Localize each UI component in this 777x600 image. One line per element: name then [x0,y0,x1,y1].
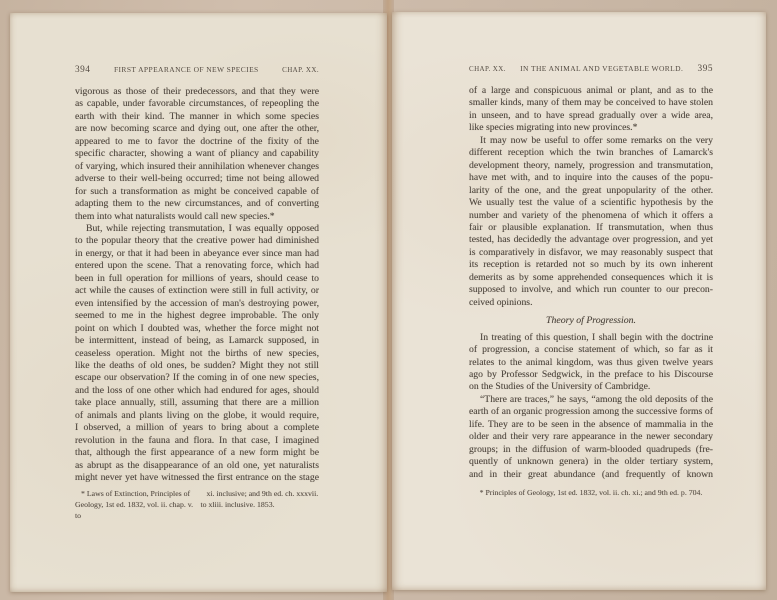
paragraph [469,394,713,481]
text-line: on the Studies of the University of Cambridge. [469,381,651,393]
text-line: In treating of this question, I shall begin with the doctrine [480,331,713,343]
text-line: escape our observation? If the coming in of one new species, [75,372,319,384]
text-line: are now becoming scarce and dying out, one after the other, [75,123,319,135]
text-line: larity of the one, and the great unpopularity of the other. [469,184,713,196]
text-line: like species migrating into new provinces.* [469,122,638,134]
text-line: number and variety of the phenomena of which it offers a [469,209,713,221]
text-line: have met with, and to inquire into the causes of the popu- [469,172,713,184]
paragraph [75,223,319,485]
text-line: act while the causes of extinction were still in full activity, or [75,285,319,297]
text-line: ceaseless operation. Might not the births of new species, [75,347,319,359]
left-footnote-col2 [200,488,321,522]
left-page-body [75,86,319,485]
text-line: “There are traces,” he says, “among the old deposits of the [480,393,713,405]
text-line: point on which I doubted was, whether the force might not [75,322,319,334]
text-line: of progression, a concise statement of which, so far as it [469,344,713,356]
text-line: tested, has decidedly the advantage over progression, and yet [469,234,713,246]
text-line: earth with their kind. The manner in which some species [75,110,319,122]
text-line: of a large and conspicuous animal or plant, and as to the [469,85,713,96]
footnote-line: xi. inclusive; and 9th ed. ch. xxxvii. [206,488,319,498]
footnote-line: * Laws of Extinction, Principles of [81,488,191,498]
text-line: of varying, which insured their annihilation whenever changes [75,160,319,172]
text-line: as abrupt as the disappearance of an old one, yet naturalists [75,459,319,471]
footnote-line: to xliii. inclusive. 1853. [200,499,275,509]
text-line: development theory, namely, progression and transmutation, [469,159,713,171]
left-page-footnote [75,488,321,522]
text-line: is comparatively in disfavor, we may reasonably suspect that [469,246,713,258]
text-line: earth of an organic progression among the successive forms of [469,406,713,418]
text-line: life. They are to be seen in the absence of mammalia in the [469,418,713,430]
left-page [10,13,387,592]
text-line: that, although the first appearance of a new form might be [75,447,319,459]
text-line: take place annually, still, assuming that there are a million [75,397,319,409]
text-line: smaller kinds, many of them may be conceived to have stolen [469,97,713,109]
text-line: adverse to their well-being occurred; time not being allowed [75,173,319,185]
text-line: and the loss of one other which had endured for ages, should [75,384,319,396]
text-line: I observed, a million of years to bring about a complete [75,422,319,434]
right-running-head [469,64,713,76]
right-page-footnote: * Principles of Geology, 1st ed. 1832, vol. ii. ch. xi.; and 9th ed. p. 704. [479,488,703,498]
paragraph [469,135,713,309]
text-line: demerits as by some apprehended consequences which it is [469,271,713,283]
text-line: to the popular theory that the creative power had diminished [75,235,319,247]
text-line: for such a transformation as might be conceived capable of [75,185,319,197]
text-line: ceived opinions. [469,296,533,308]
right-page-body [469,85,713,481]
text-line: them into what naturalists would call new species.* [75,210,275,222]
text-line: older and their very rare appearance in the newer secondary [469,431,713,443]
text-line: be intermittent, instead of being, as Lamarck supposed, in [75,335,319,347]
text-line: revolution in the fauna and flora. In that case, I imagined [75,434,319,446]
left-page-number: 394 [75,65,91,75]
text-line: as capable, under favorable circumstances, of repeopling the [75,98,319,110]
left-chapter-label: CHAP. XX. [282,66,319,74]
right-page [392,12,766,590]
right-running-title: IN THE ANIMAL AND VEGETABLE WORLD. [520,64,684,73]
text-line: appeared to me to favor the doctrine of the fixity of the [75,135,319,147]
text-line: even intensified by the accession of man's destroying power, [75,297,319,309]
paragraph [75,86,319,223]
text-line: supposed to involve, and which run counter to our precon- [469,284,713,296]
section-heading: Theory of Progression. [546,315,636,327]
text-line: specific character, showing a want of pliancy and capability [75,148,319,160]
right-chapter-label: CHAP. XX. [469,65,506,73]
paragraph [469,332,713,394]
text-line: entered upon the scene. That a renovating force, which had [75,260,319,272]
text-line: of animals and plants living on the globe, it would require, [75,409,319,421]
text-line: ago by Professor Sedgwick, in the preface to his Discourse [469,368,713,380]
right-page-number: 395 [697,64,713,74]
text-line: different reception which the twin branches of Lamarck's [469,147,713,159]
text-line: We usually test the value of a scientific hypothesis by the [469,197,713,209]
left-footnote-col1 [75,488,196,522]
text-line: its reception is retarded not so much by its own inherent [469,259,713,271]
text-line: quently of unknown genera) in the older tertiary system, [469,456,713,468]
left-running-title: FIRST APPEARANCE OF NEW SPECIES [113,65,259,74]
paragraph [469,85,713,135]
text-line: seemed to me in the highest degree improbable. The only [75,310,319,322]
text-line: been in full operation for millions of years, should cease to [75,272,319,284]
left-running-head [75,65,319,77]
text-line: It may now be useful to offer some remarks on the very [480,134,713,146]
text-line: like the deaths of old ones, be sudden? Might they not still [75,359,319,371]
footnote-line: Geology, 1st ed. 1832, vol. ii. chap. v. to [75,499,194,520]
text-line: fair or plausible explanation. If transmutation, when thus [469,221,713,233]
text-line: and in their great abundance (and frequently of known [469,468,713,480]
text-line: groups; in the diffusion of warm-blooded quadrupeds (fre- [469,443,713,455]
text-line: vigorous as those of their predecessors, and that they were [75,86,319,97]
text-line: might never yet have witnessed the first entrance on the stage [75,472,319,484]
text-line: relates to the animal kingdom, was thus given twelve years [469,356,713,368]
text-line: in energy, or that it had been in abeyance ever since man had [75,247,319,259]
text-line: adapting them to the new circumstances, and of converting [75,198,319,210]
text-line: But, while rejecting transmutation, I was equally opposed [86,222,319,234]
text-line: in unseen, and to have spread gradually over a wide area, [469,109,713,121]
